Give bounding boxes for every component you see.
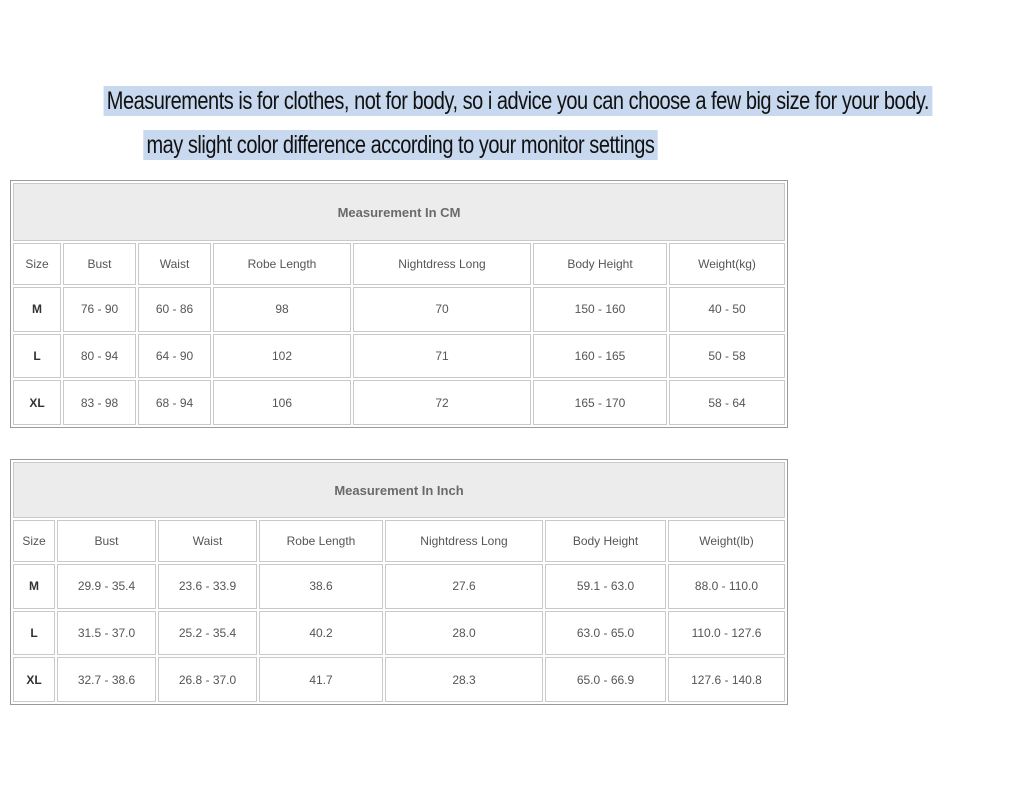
header-body-height: Body Height	[545, 520, 666, 562]
measurement-inch-panel	[10, 459, 788, 705]
header-body-height: Body Height	[533, 243, 667, 285]
table-header-row	[13, 243, 785, 285]
cell-body-height: 65.0 - 66.9	[545, 657, 666, 702]
cell-nightdress-long: 28.0	[385, 611, 543, 656]
cell-waist: 64 - 90	[138, 334, 211, 379]
cell-waist: 23.6 - 33.9	[158, 564, 257, 609]
cell-size: L	[13, 611, 55, 656]
table-caption: Measurement In Inch	[13, 462, 785, 518]
cell-robe-length: 40.2	[259, 611, 383, 656]
cell-body-height: 59.1 - 63.0	[545, 564, 666, 609]
cell-weight: 110.0 - 127.6	[668, 611, 785, 656]
cell-waist: 26.8 - 37.0	[158, 657, 257, 702]
header-nightdress-long: Nightdress Long	[353, 243, 531, 285]
cell-nightdress-long: 71	[353, 334, 531, 379]
cell-nightdress-long: 70	[353, 287, 531, 332]
table-caption-row	[13, 462, 785, 518]
header-robe-length: Robe Length	[259, 520, 383, 562]
table-caption-row	[13, 183, 785, 241]
cell-robe-length: 41.7	[259, 657, 383, 702]
cell-robe-length: 106	[213, 380, 351, 425]
table-row	[13, 380, 785, 425]
cell-weight: 50 - 58	[669, 334, 785, 379]
measurement-inch-table	[11, 460, 787, 704]
cell-bust: 32.7 - 38.6	[57, 657, 156, 702]
cell-bust: 76 - 90	[63, 287, 136, 332]
table-caption: Measurement In CM	[13, 183, 785, 241]
cell-nightdress-long: 28.3	[385, 657, 543, 702]
cell-size: M	[13, 564, 55, 609]
table-row	[13, 334, 785, 379]
header-waist: Waist	[158, 520, 257, 562]
cell-weight: 127.6 - 140.8	[668, 657, 785, 702]
cell-body-height: 150 - 160	[533, 287, 667, 332]
cell-bust: 29.9 - 35.4	[57, 564, 156, 609]
notice-text-2: may slight color difference according to your monitor settings	[143, 130, 657, 160]
cell-robe-length: 102	[213, 334, 351, 379]
cell-nightdress-long: 72	[353, 380, 531, 425]
cell-waist: 25.2 - 35.4	[158, 611, 257, 656]
measurement-cm-table	[11, 181, 787, 427]
table-row	[13, 611, 785, 656]
table-row	[13, 657, 785, 702]
cell-waist: 60 - 86	[138, 287, 211, 332]
table-row	[13, 287, 785, 332]
header-robe-length: Robe Length	[213, 243, 351, 285]
cell-weight: 40 - 50	[669, 287, 785, 332]
notice-line-2	[0, 130, 800, 160]
cell-robe-length: 38.6	[259, 564, 383, 609]
header-size: Size	[13, 520, 55, 562]
header-nightdress-long: Nightdress Long	[385, 520, 543, 562]
cell-body-height: 63.0 - 65.0	[545, 611, 666, 656]
measurement-cm-panel	[10, 180, 788, 428]
cell-bust: 83 - 98	[63, 380, 136, 425]
cell-body-height: 160 - 165	[533, 334, 667, 379]
header-size: Size	[13, 243, 61, 285]
header-bust: Bust	[63, 243, 136, 285]
table-header-row	[13, 520, 785, 562]
header-weight: Weight(lb)	[668, 520, 785, 562]
cell-size: M	[13, 287, 61, 332]
cell-bust: 80 - 94	[63, 334, 136, 379]
header-waist: Waist	[138, 243, 211, 285]
header-bust: Bust	[57, 520, 156, 562]
cell-weight: 58 - 64	[669, 380, 785, 425]
table-row	[13, 564, 785, 609]
cell-nightdress-long: 27.6	[385, 564, 543, 609]
cell-bust: 31.5 - 37.0	[57, 611, 156, 656]
header-weight: Weight(kg)	[669, 243, 785, 285]
cell-size: L	[13, 334, 61, 379]
cell-size: XL	[13, 657, 55, 702]
cell-size: XL	[13, 380, 61, 425]
notice-line-1	[0, 86, 929, 116]
cell-weight: 88.0 - 110.0	[668, 564, 785, 609]
cell-body-height: 165 - 170	[533, 380, 667, 425]
cell-robe-length: 98	[213, 287, 351, 332]
cell-waist: 68 - 94	[138, 380, 211, 425]
notice-text-1: Measurements is for clothes, not for body, so i advice you can choose a few big size for your body.	[104, 86, 933, 116]
